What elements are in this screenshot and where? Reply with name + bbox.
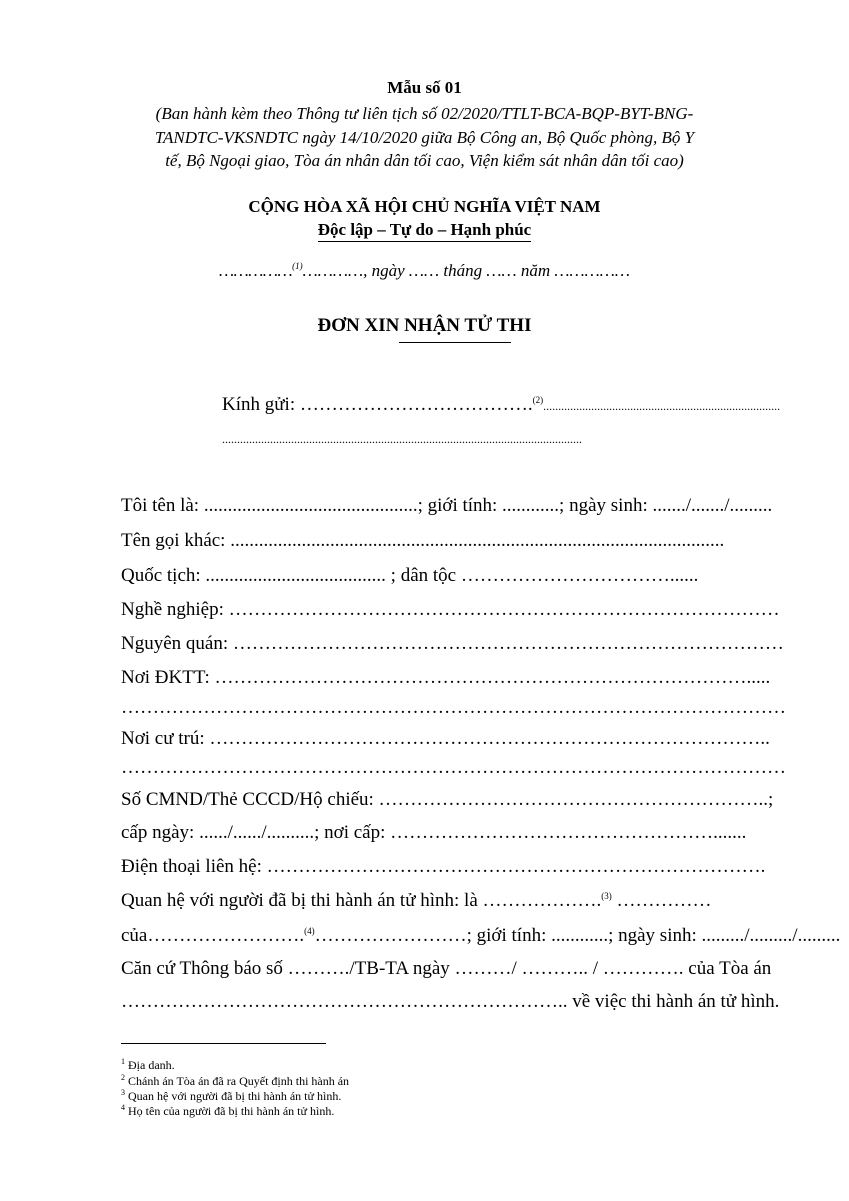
place-dots: …………… [219,261,293,280]
footnote-ref-3: (3) [601,891,612,901]
footnote-2: $^2$ Chánh án Tòa án đã ra Quyết định thi hành án [121,1073,350,1088]
recipient-label: Kính gửi: ………………………………. [222,394,533,415]
footnote-1: $^1$ Địa danh. [121,1057,175,1072]
motto [0,220,849,240]
motto-text: Độc lập – Tự do – Hạnh phúc [318,220,531,242]
other-name-line: Tên gọi khác: ........................................................................................................ [121,530,725,551]
relationship-text: Quan hệ với người đã bị thi hành án tử hình: là ………………. [121,890,602,911]
phone-line: Điện thoại liên hệ: ……………………………………………………………………. [121,856,766,877]
title-underline [399,342,511,343]
residence-line: Nơi cư trú: …………………………………………………………………………….. [121,728,770,749]
footnote-3: $^3$ Quan hệ với người đã bị thi hành án tử hình. [121,1088,342,1103]
relationship-line [121,890,712,912]
footnote-separator [121,1043,326,1044]
issue-date-line: cấp ngày: ....../....../..........; nơi cấp: ……………………………………………....... [121,822,747,843]
footnote-4: $^4$ Họ tên của người đã bị thi hành án tử hình. [121,1103,335,1118]
date-line [0,261,849,281]
executed-person-details: ……………………; giới tính: ............; ngày sinh: ........./........./......... [314,925,841,946]
residence-line-2: …………………………………………………………………………………………… [121,757,786,778]
issued-line-1: (Ban hành kèm theo Thông tư liên tịch số 02/2020/TTLT-BCA-BQP-BYT-BNG- [155,104,694,123]
name-line: Tôi tên là: .............................................; giới tính: ............; ngày sinh: ......./......./......... [121,495,773,516]
document-title: ĐƠN XIN NHẬN TỬ THI [317,315,532,336]
recipient-dots: ............................................................................... [543,399,781,413]
date-dots: …………, ngày …… tháng …… năm …………… [302,261,630,280]
footnote-ref-2: (2) [532,395,544,405]
footnote-ref-1: (1) [292,261,303,271]
form-number: Mẫu số 01 [387,78,462,97]
recipient-line [222,394,780,416]
nationality-line: Quốc tịch: ...................................... ; dân tộc ……………………………...... [121,565,699,586]
country-name: CỘNG HÒA XÃ HỘI CHỦ NGHĨA VIỆT NAM [248,197,601,216]
issued-line-3: tế, Bộ Ngoại giao, Tòa án nhân dân tối cao, Viện kiểm sát nhân dân tối cao) [165,151,684,170]
relationship-dots: …………… [611,890,712,911]
executed-person-name: của……………………. [121,925,305,946]
registration-line: Nơi ĐKTT: …………………………………………………………………………..... [121,667,771,688]
occupation-line: Nghề nghiệp: …………………………………………………………………………… [121,599,780,620]
issued-line-2: TANDTC-VKSNDTC ngày 14/10/2020 giữa Bộ Công an, Bộ Quốc phòng, Bộ Y [154,128,695,147]
recipient-line-2: ........................................................................................................................ [222,432,582,446]
footnote-ref-4: (4) [304,926,315,936]
origin-line: Nguyên quán: …………………………………………………………………………… [121,633,784,654]
notice-line-2: …………………………………………………………….. về việc thi hành án tử hình. [121,991,780,1012]
id-number-line: Số CMND/Thẻ CCCD/Hộ chiếu: ……………………………………………………..; [121,789,774,810]
executed-person-line [121,925,840,947]
notice-line: Căn cứ Thông báo số ………./TB-TA ngày ………/ ……….. / …………. của Tòa án [121,958,772,979]
registration-line-2: …………………………………………………………………………………………… [121,697,786,718]
